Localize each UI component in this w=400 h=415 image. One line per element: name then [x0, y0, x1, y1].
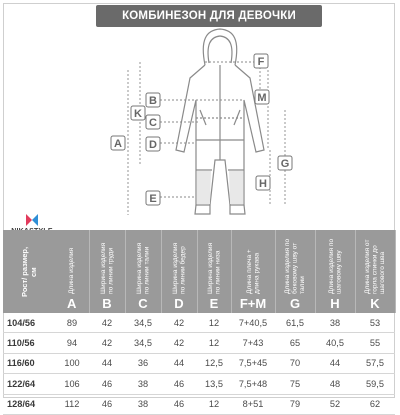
label-k: [131, 106, 145, 120]
value-cell: 7,5+45: [231, 353, 275, 373]
value-cell: 46: [89, 374, 125, 394]
column-label: Ширина изделия по линии груди: [89, 230, 125, 294]
label-d: [146, 137, 160, 151]
value-cell: 44: [89, 353, 125, 373]
garment-diagram: [0, 28, 400, 228]
label-b: [146, 93, 160, 107]
value-cell: 12: [197, 394, 231, 414]
size-cell: 122/64: [3, 374, 55, 394]
svg-text:E: E: [149, 193, 157, 205]
label-m: [255, 90, 269, 104]
label-e: [146, 191, 160, 205]
svg-text:B: B: [149, 95, 157, 107]
value-cell: 42: [89, 333, 125, 353]
value-cell: 75: [275, 374, 315, 394]
size-cell: 110/56: [3, 333, 55, 353]
size-cell: 128/64: [3, 394, 55, 414]
value-cell: 42: [89, 313, 125, 333]
svg-text:H: H: [259, 178, 267, 190]
column-label: Длина изделия по боковому шву от талии: [275, 230, 315, 294]
value-cell: 8+51: [231, 394, 275, 414]
column-letter: E: [197, 294, 231, 313]
column-letter: K: [355, 294, 395, 313]
page-title: КОМБИНЕЗОН ДЛЯ ДЕВОЧКИ: [122, 10, 296, 22]
table-row: [3, 333, 395, 353]
size-table: [3, 230, 396, 415]
table-row: [3, 313, 395, 333]
value-cell: 100: [55, 353, 89, 373]
svg-text:G: G: [280, 158, 290, 170]
value-cell: 12: [197, 313, 231, 333]
value-cell: 52: [315, 394, 355, 414]
column-letter: F+M: [231, 294, 275, 313]
column-letter: G: [275, 294, 315, 313]
value-cell: 112: [55, 394, 89, 414]
value-cell: 38: [315, 313, 355, 333]
value-cell: 94: [55, 333, 89, 353]
label-g: [278, 156, 292, 170]
lower-leg-fill: [197, 171, 243, 204]
value-cell: 46: [161, 394, 197, 414]
value-cell: 70: [275, 353, 315, 373]
value-cell: 46: [161, 374, 197, 394]
column-label: Ширина изделия по линии талии: [125, 230, 161, 294]
value-cell: 61,5: [275, 313, 315, 333]
column-letter: B: [89, 294, 125, 313]
column-letter: C: [125, 294, 161, 313]
svg-text:C: C: [149, 117, 157, 129]
label-a: [111, 136, 125, 150]
value-cell: 38: [125, 374, 161, 394]
value-cell: 42: [161, 333, 197, 353]
value-cell: 53: [355, 313, 395, 333]
size-cell: 116/60: [3, 353, 55, 373]
title-bar: [96, 5, 322, 27]
value-cell: 12: [197, 333, 231, 353]
row-header-cell: Рост/ размер, см: [3, 230, 55, 313]
value-cell: 89: [55, 313, 89, 333]
value-cell: 57,5: [355, 353, 395, 373]
table-row: [3, 374, 395, 394]
value-cell: 46: [89, 394, 125, 414]
table-row: [3, 353, 395, 373]
value-cell: 44: [161, 353, 197, 373]
value-cell: 79: [275, 394, 315, 414]
value-cell: 34,5: [125, 313, 161, 333]
value-cell: 59,5: [355, 374, 395, 394]
value-cell: 34,5: [125, 333, 161, 353]
column-letter: A: [55, 294, 89, 313]
value-cell: 36: [125, 353, 161, 373]
svg-text:D: D: [149, 139, 157, 151]
value-cell: 62: [355, 394, 395, 414]
label-f: [254, 54, 268, 68]
value-cell: 7+40,5: [231, 313, 275, 333]
value-cell: 7,5+48: [231, 374, 275, 394]
table-row: [3, 394, 395, 414]
value-cell: 40,5: [315, 333, 355, 353]
svg-text:F: F: [257, 56, 265, 68]
value-cell: 38: [125, 394, 161, 414]
value-cell: 55: [355, 333, 395, 353]
column-letter: H: [315, 294, 355, 313]
svg-text:M: M: [257, 92, 267, 104]
column-label: Длина изделия по шаговому шву: [315, 230, 355, 294]
size-cell: 104/56: [3, 313, 55, 333]
label-c: [146, 115, 160, 129]
column-label: Ширина изделия по линии бедер: [161, 230, 197, 294]
value-cell: 44: [315, 353, 355, 373]
value-cell: 7+43: [231, 333, 275, 353]
column-label: Длина плеча + длина рукава: [231, 230, 275, 294]
value-cell: 48: [315, 374, 355, 394]
brand-mark-icon: [4, 212, 60, 228]
column-label: Длина изделия от горла спинки до шагового шва: [355, 230, 395, 294]
jumpsuit-outline: [176, 29, 267, 214]
value-cell: 106: [55, 374, 89, 394]
value-cell: 12,5: [197, 353, 231, 373]
svg-text:A: A: [114, 138, 122, 150]
value-cell: 13,5: [197, 374, 231, 394]
column-letter: D: [161, 294, 197, 313]
svg-text:K: K: [134, 108, 142, 120]
column-label: Ширина изделия по линии низа: [197, 230, 231, 294]
column-label: Длина изделия: [55, 230, 89, 294]
value-cell: 42: [161, 313, 197, 333]
value-cell: 65: [275, 333, 315, 353]
label-h: [256, 176, 270, 190]
